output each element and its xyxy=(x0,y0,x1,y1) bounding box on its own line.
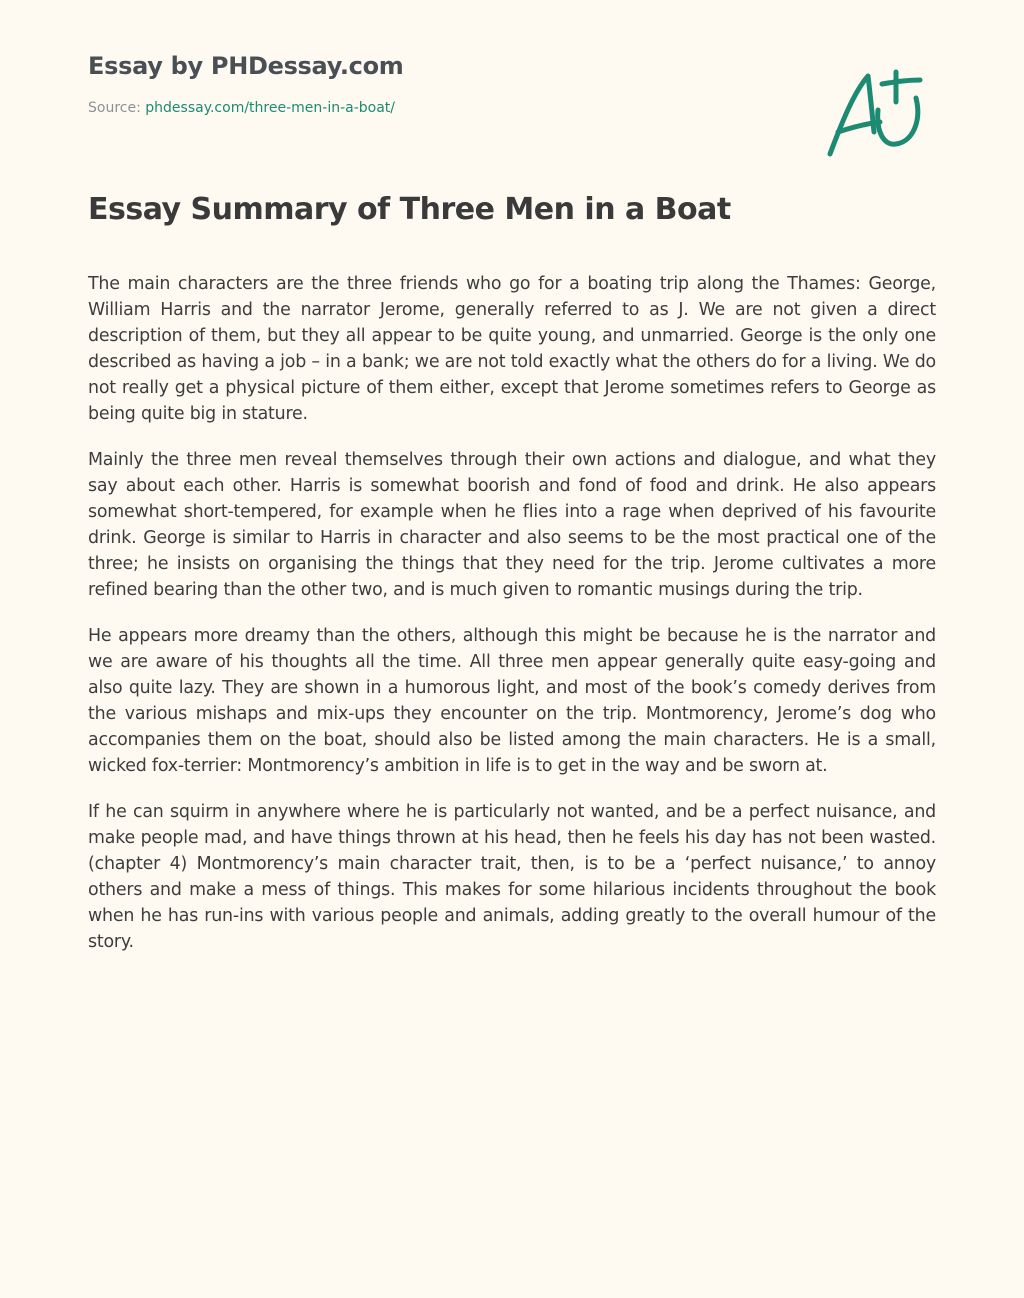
essay-paragraph: The main characters are the three friends who go for a boating trip along the Thames: George, William Harris and the narrator Jerome, generally referred to as J. We are not given a direct description of them, but they all appear to be quite young, and unmarried. George is the only one described as having a job – in a bank; we are not told exactly what the others do for a living. We do not really get a physical picture of them either, except that Jerome sometimes refers to George as being quite big in stature. xyxy=(88,274,936,424)
source-line xyxy=(88,98,788,118)
essay-paragraph: He appears more dreamy than the others, although this might be because he is the narrator and we are aware of his thoughts all the time. All three men appear generally quite easy-going and also quite lazy. They are shown in a humorous light, and most of the book’s comedy derives from the various mishaps and mix-ups they encounter on the trip. Montmorency, Jerome’s dog who accompanies them on the boat, should also be listed among the main characters. He is a small, wicked fox-terrier: Montmorency’s ambition in life is to get in the way and be sworn at. xyxy=(88,626,936,776)
source-link[interactable]: phdessay.com/three-men-in-a-boat/ xyxy=(145,100,395,116)
a-plus-grade-icon xyxy=(820,62,930,162)
page-header xyxy=(88,48,788,118)
source-label: Source: xyxy=(88,100,141,116)
essay-title: Essay Summary of Three Men in a Boat xyxy=(88,192,731,227)
site-title: Essay by PHDessay.com xyxy=(88,52,404,80)
essay-paragraph: Mainly the three men reveal themselves through their own actions and dialogue, and what they say about each other. Harris is somewhat boorish and fond of food and drink. He also appears somewhat short-tempered, for example when he flies into a rage when deprived of his favourite drink. George is similar to Harris in character and also seems to be the most practical one of the three; he insists on organising the things that they need for the trip. Jerome cultivates a more refined bearing than the other two, and is much given to romantic musings during the trip. xyxy=(88,450,936,600)
essay-body xyxy=(88,271,936,975)
essay-paragraph: If he can squirm in anywhere where he is particularly not wanted, and be a perfect nuisance, and make people mad, and have things thrown at his head, then he feels his day has not been wasted. (chapter 4) Montmorency’s main character trait, then, is to be a ‘perfect nuisance,’ to annoy others and make a mess of things. This makes for some hilarious incidents throughout the book when he has run-ins with various people and animals, adding greatly to the overall humour of the story. xyxy=(88,802,936,952)
